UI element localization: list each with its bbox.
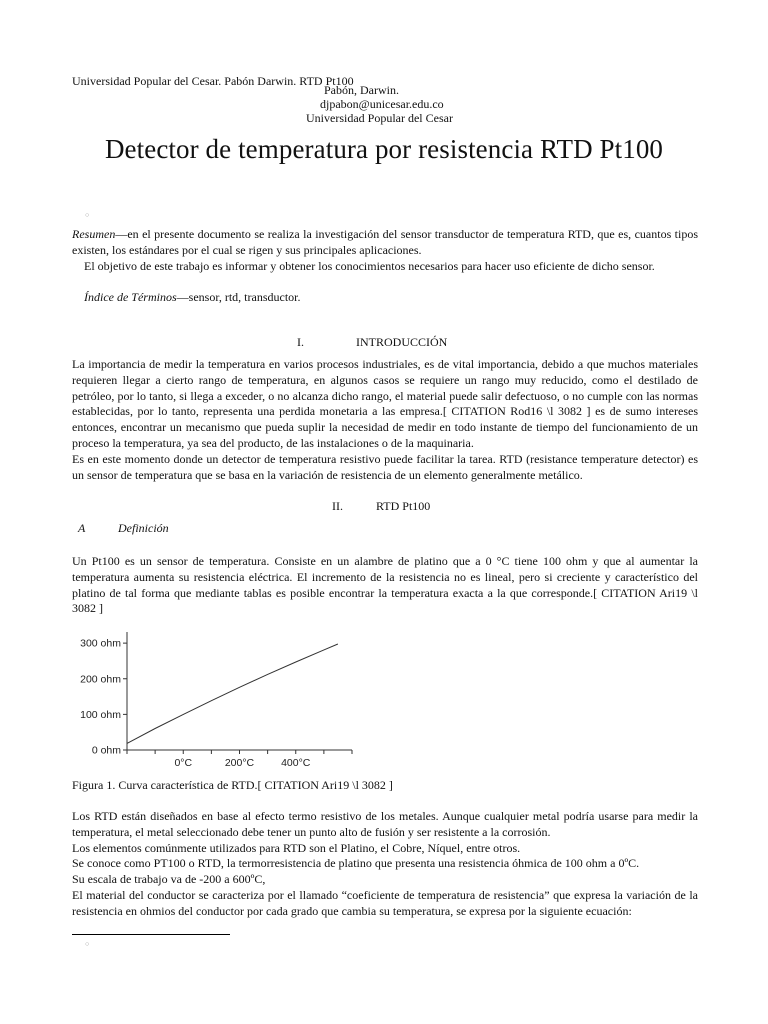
y-tick-label: 300 ohm	[80, 637, 121, 650]
body-after-figure	[72, 809, 698, 920]
section-1-heading: INTRODUCCIÓN	[356, 335, 448, 349]
after-figure-paragraph-2: Los elementos comúnmente utilizados para RTD son el Platino, el Cobre, Níquel, entre otros.	[72, 840, 521, 855]
author-email: djpabon@unicesar.edu.co	[320, 97, 444, 111]
subsection-heading: Definición	[118, 521, 169, 535]
abstract-label: Resumen	[72, 227, 116, 241]
figure-caption: Figura 1. Curva característica de RTD.[ CITATION Ari19 \l 3082 ]	[72, 778, 393, 792]
index-terms-text: sensor, rtd, transductor.	[188, 290, 301, 304]
section-2-body	[72, 554, 698, 617]
abstract-text: en el presente documento se realiza la investigación del sensor transductor de temperatura RTD, que es, cuantos tipos existen, los estándares por el cual se rigen y sus principales aplicaciones.	[72, 227, 698, 257]
after-figure-paragraph-1: Los RTD están diseñados en base al efecto termo resistivo de los metales. Aunque cualquier metal podría usarse para medir la temperatura, el metal seleccionado debe tener un punto alto de fusión y ser resistente a la corrosión.	[72, 809, 698, 839]
x-tick-label: 200°C	[224, 757, 255, 769]
abstract-text-2: El objetivo de este trabajo es informar y obtener los conocimientos necesarios para hacer uso eficiente de dicho sensor.	[84, 258, 655, 273]
index-terms	[72, 290, 698, 306]
y-tick-label: 200 ohm	[80, 673, 121, 686]
running-head: Universidad Popular del Cesar. Pabón Darwin. RTD Pt100	[72, 74, 354, 88]
section-1-paragraph-1: La importancia de medir la temperatura en varios procesos industriales, es de vital importancia, debido a que muchos materiales requieren llegar a cierto rango de temperatura, en algunos casos se requiere un rango muy reducido, como el destilado de petróleo, por lo tanto, si llega a exceder, o no alcanza dicho rango, el material puede salir defectuoso, o no cumple con las normas establecidas, por lo tanto, representa una perdida monetaria a las empresa.[ CITATION Rod16 \l 3082 ] es de sumo intereses entonces, encontrar un mecanismo que pueda suplir la necesidad de medir en todo instante de tiempo del funcionamiento de un proceso la temperatura, ya sea del producto, de las instalaciones o de la maquinaria.	[72, 357, 698, 450]
section-2-paragraph-1: Un Pt100 es un sensor de temperatura. Consiste en un alambre de platino que a 0 °C tiene 100 ohm y que al aumentar la temperatura aumenta su resistencia eléctrica. El incremento de la resistencia no es lineal, pero si creciente y característico del platino de tal forma que mediante tablas es posible encontrar la temperatura exacta a la que corresponde.[ CITATION Ari19 \l 3082 ]	[72, 554, 698, 616]
index-terms-label: Índice de Términos	[84, 290, 177, 304]
after-figure-paragraph-5: El material del conductor se caracteriza por el llamado “coeficiente de temperatura de resistencia” que expresa la variación de la resistencia en ohmios del conductor por cada grado que cambia su temperatura, se expresa por la siguiente ecuación:	[72, 887, 698, 918]
y-tick-label: 0 ohm	[91, 744, 121, 757]
footnote-marker: ○	[85, 211, 90, 219]
footnote-marker-bottom: ○	[85, 940, 90, 948]
x-tick-label: 0°C	[174, 757, 193, 769]
section-1-paragraph-2: Es en este momento donde un detector de temperatura resistivo puede facilitar la tarea. RTD (resistance temperature detector) es un sensor de temperatura que se basa en la variación de resistencia de un elemento generalmente metálico.	[72, 451, 698, 482]
after-figure-paragraph-4: Su escala de trabajo va de -200 a 600ºC,	[72, 872, 266, 887]
after-figure-paragraph-3: Se conoce como PT100 o RTD, la termorresistencia de platino que presenta una resistencia óhmica de 100 ohm a 0ºC.	[72, 856, 640, 871]
rtd-curve-figure	[72, 626, 372, 772]
section-1-body	[72, 357, 698, 483]
abstract	[72, 227, 698, 274]
section-1-number: I.	[297, 335, 304, 349]
abstract-dash: —	[115, 227, 128, 241]
subsection-letter: A	[78, 521, 86, 535]
series-line	[127, 644, 338, 743]
author-affiliation: Universidad Popular del Cesar	[306, 111, 453, 125]
document-title: Detector de temperatura por resistencia RTD Pt100	[104, 134, 664, 164]
x-tick-label: 400°C	[281, 757, 311, 769]
section-2-number: II.	[332, 499, 343, 513]
y-tick-label: 100 ohm	[80, 708, 121, 721]
footnote-separator	[72, 934, 230, 935]
section-2-heading: RTD Pt100	[376, 499, 431, 513]
index-terms-dash: —	[176, 290, 189, 304]
author-name: Pabón, Darwin.	[324, 83, 399, 97]
rtd-curve-chart	[72, 626, 372, 772]
